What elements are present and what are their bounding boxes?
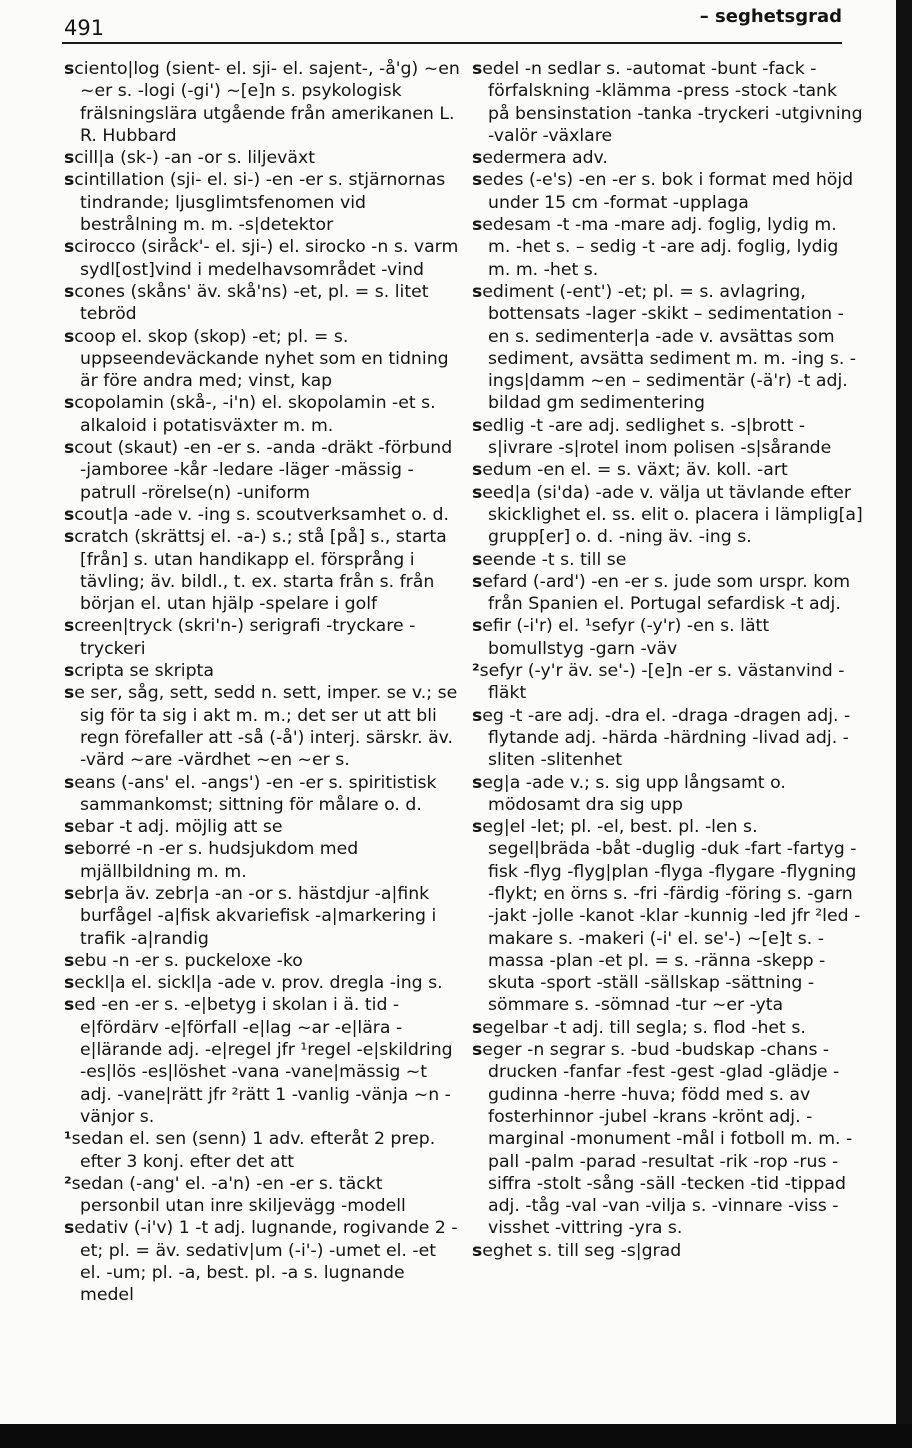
dictionary-entry: screen|tryck (skri'n-) serigrafi -tryckare -tryckeri (64, 616, 416, 659)
dictionary-entry: sebu -n -er s. puckeloxe -ko (64, 950, 303, 971)
dictionary-entry: sciento|log (sient- el. sji- el. sajent-, -å'g) ~en ~er s. -logi (-gi') ~[e]n s. psykologisk frälsningslära utgående från amerikanen L. R. Hubbard (64, 59, 460, 146)
dictionary-entry: scout (skaut) -en -er s. -anda -dräkt -förbund -jamboree -kår -ledare -läger -mässig -patrull -rörelse(n) -uniform (64, 438, 453, 503)
dictionary-entry: sedermera adv. (472, 148, 608, 169)
dictionary-entry: sed -en -er s. -e|betyg i skolan i ä. tid -e|fördärv -e|förfall -e|lag ~ar -e|lära -e|lärande adj. -e|regel jfr ¹regel -e|skildring -es|lös -es|löshet -vana -vane|mässig ~t adj. -vane|rätt jfr ²rätt 1 -vanlig -vänja ~n -vänjor s. (64, 995, 453, 1127)
dictionary-entry: scout|a -ade v. -ing s. scoutverksamhet o. d. (64, 504, 450, 525)
dictionary-entry: ²sedan (-ang' el. -a'n) -en -er s. täckt personbil utan inre skiljevägg -modell (64, 1173, 406, 1217)
scan-edge-bottom (0, 1424, 912, 1448)
left-column (64, 58, 460, 1307)
right-column (472, 58, 864, 1262)
page-number: 491 (64, 16, 105, 40)
dictionary-entry: ²sefyr (-y'r äv. se'-) -[e]n -er s. västanvind -fläkt (472, 661, 845, 704)
dictionary-entry: sedes (-e's) -en -er s. bok i format med höjd under 15 cm -format -upplaga (472, 170, 854, 213)
dictionary-entry: seg -t -are adj. -dra el. -draga -dragen adj. -flytande adj. -härda -härdning -livad adj. -sliten -slitenhet (472, 705, 851, 771)
dictionary-entry: scratch (skrättsj el. -a-) s.; stå [på] s., starta [från] s. utan handikapp el. försprång i tävling; äv. bildl., t. ex. starta från s. från början el. utan hjälp -spelare i golf (64, 527, 447, 615)
dictionary-entry: scones (skåns' äv. skå'ns) -et, pl. = s. litet tebröd (64, 281, 429, 325)
dictionary-entry: seborré -n -er s. hudsjukdom med mjällbildning m. m. (64, 839, 359, 882)
dictionary-entry: sebar -t adj. möjlig att se (64, 817, 283, 838)
dictionary-entry: scripta se skripta (64, 661, 214, 682)
dictionary-entry: sebr|a äv. zebr|a -an -or s. hästdjur -a|fink burfågel -a|fisk akvariefisk -a|markering i trafik -a|randig (64, 883, 437, 949)
dictionary-entry: sedesam -t -ma -mare adj. foglig, lydig m. m. -het s. – sedig -t -are adj. foglig, lydig m. m. -het s. (472, 215, 839, 280)
running-head: – seghetsgrad (699, 6, 842, 27)
dictionary-entry: se ser, såg, sett, sedd n. sett, imper. se v.; se sig för ta sig i akt m. m.; det ser ut att bli regn förefaller att -så (-å') interj. särskr. äv. -värd ~are -värdhet ~en ~er s. (64, 683, 458, 771)
header-rule (62, 42, 842, 44)
dictionary-entry: sedativ (-i'v) 1 -t adj. lugnande, rogivande 2 -et; pl. = äv. sedativ|um (-i'-) -umet el. -et el. -um; pl. -a, best. pl. -a s. lugnande medel (64, 1218, 458, 1306)
dictionary-entry: seg|a -ade v.; s. sig upp långsamt o. mödosamt dra sig upp (472, 772, 786, 815)
dictionary-entry: seghet s. till seg -s|grad (472, 1240, 682, 1261)
dictionary-entry: seans (-ans' el. -angs') -en -er s. spiritistisk sammankomst; sittning för målare o. d. (64, 772, 437, 815)
dictionary-entry: sefir (-i'r) el. ¹sefyr (-y'r) -en s. lätt bomullstyg -garn -väv (472, 616, 770, 659)
dictionary-entry: sedum -en el. = s. växt; äv. koll. -art (472, 460, 788, 481)
dictionary-entry: seger -n segrar s. -bud -budskap -chans -drucken -fanfar -fest -gest -glad -glädje -gudinna -herre -huva; född med s. av fosterhinnor -jubel -krans -krönt adj. -marginal -monument -mål i fotboll m. m. -pall -palm -parad -resultat -rik -rop -rus -siffra -stolt -sång -säll -tecken -tid -tippad adj. -tåg -val -van -vilja s. -vinnare -viss -visshet -vittring -yra s. (472, 1040, 853, 1239)
dictionary-entry: sedlig -t -are adj. sedlighet s. -s|brott -s|ivrare -s|rotel inom polisen -s|sårande (472, 415, 832, 459)
dictionary-entry: scill|a (sk-) -an -or s. liljeväxt (64, 148, 315, 169)
dictionary-entry: seed|a (si'da) -ade v. välja ut tävlande efter skicklighet el. ss. elit o. placera i lämplig[a] grupp[er] o. d. -ning äv. -ing s. (472, 482, 863, 548)
dictionary-entry: seende -t s. till se (472, 549, 627, 570)
dictionary-entry: sediment (-ent') -et; pl. = s. avlagring, bottensats -lager -skikt – sedimentation -en s. sedimenter|a -ade v. avsättas som sediment, avsätta sediment m. m. -ing s. -ings|damm ~en – sedimentär (-ä'r) -t adj. bildad gm sedimentering (472, 281, 857, 414)
dictionary-entry: scoop el. skop (skop) -et; pl. = s. uppseendeväckande nyhet som en tidning är före andra med; vinst, kap (64, 326, 449, 392)
dictionary-entry: seckl|a el. sickl|a -ade v. prov. dregla -ing s. (64, 973, 443, 994)
dictionary-entry: sefard (-ard') -en -er s. jude som urspr. kom från Spanien el. Portugal sefardisk -t adj. (472, 571, 851, 615)
dictionary-entry: ¹sedan el. sen (senn) 1 adv. efteråt 2 prep. efter 3 konj. efter det att (64, 1129, 436, 1172)
dictionary-entry: sedel -n sedlar s. -automat -bunt -fack -förfalskning -klämma -press -stock -tank på bensinstation -tanka -tryckeri -utgivning -valör -växlare (472, 59, 863, 146)
scan-edge-right (896, 0, 912, 1448)
dictionary-entry: seg|el -let; pl. -el, best. pl. -len s. segel|bräda -båt -duglig -duk -fart -fartyg -fisk -flyg -flyg|plan -flyga -flygare -flygning -flykt; en örns s. -fri -färdig -föring s. -garn -jakt -jolle -kanot -klar -kunnig -led jfr ²led -makare s. -makeri (-i' el. se'-) ~[e]t s. -massa -plan -et pl. = s. -ränna -skepp -skuta -sport -ställ -sällskap -sättning -sömmare s. -sömnad -tur ~er -yta (472, 817, 861, 1016)
dictionary-entry: segelbar -t adj. till segla; s. flod -het s. (472, 1017, 806, 1038)
dictionary-entry: scirocco (siråck'- el. sji-) el. sirocko -n s. varm sydl[ost]vind i medelhavsområdet -vind (64, 237, 459, 280)
dictionary-entry: scintillation (sji- el. si-) -en -er s. stjärnornas tindrande; ljusglimtsfenomen vid bestrålning m. m. -s|detektor (64, 170, 446, 236)
dictionary-entry: scopolamin (skå-, -i'n) el. skopolamin -et s. alkaloid i potatisväxter m. m. (64, 393, 436, 436)
